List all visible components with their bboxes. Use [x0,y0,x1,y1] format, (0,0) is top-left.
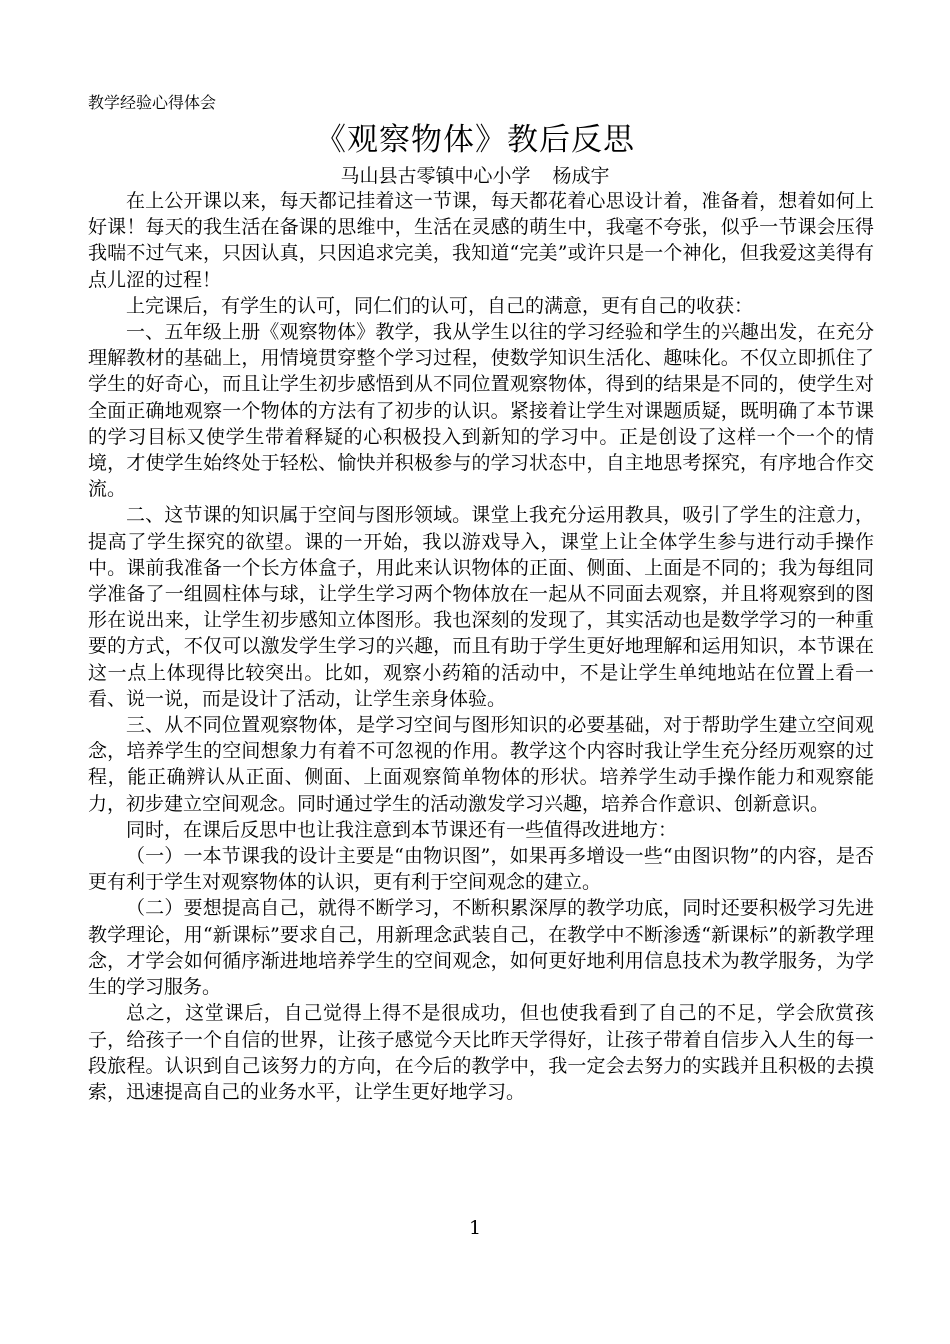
header-label: 教学经验心得体会 [88,93,217,112]
byline-school: 马山县古零镇中心小学 [340,165,531,187]
paragraph-improvements-intro: 同时，在课后反思中也让我注意到本节课还有一些值得改进地方： [126,818,678,841]
paragraph-improvement-two: （二）要想提高自己，就得不断学习，不断积累深厚的教学功底，同时还要积极学习先进教学理论，用“新课标”要求自己，用新理念武装自己，在教学中不断渗透“新课标”的新教学理念，才学会如何循序渐进地培养学生的空间观念，如何更好地利用信息技术为教学服务，为学生的学习服务。 [88,897,874,999]
paragraph-point-two: 二、这节课的知识属于空间与图形领域。课堂上我充分运用教具，吸引了学生的注意力，提高了学生探究的欲望。课的一开始，我以游戏导入，课堂上让全体学生参与进行动手操作中。课前我准备一个长方体盒子，用此来认识物体的正面、侧面、上面是不同的；我为每组同学准备了一组圆柱体与球，让学生学习两个物体放在一起从不同面去观察，并且将观察到的图形在说出来，让学生初步感知立体图形。我也深刻的发现了，其实活动也是数学学习的一种重要的方式，不仅可以激发学生学习的兴趣，而且有助于学生更好地理解和运用知识，本节课在这一点上体现得比较突出。比如，观察小药箱的活动中，不是让学生单纯地站在位置上看一看、说一说，而是设计了活动，让学生亲身体验。 [88,504,874,710]
paragraph-point-one: 一、五年级上册《观察物体》教学，我从学生以往的学习经验和学生的兴趣出发，在充分理解教材的基础上，用情境贯穿整个学习过程，使数学知识生活化、趣味化。不仅立即抓住了学生的好奇心，而且让学生初步感悟到从不同位置观察物体，得到的结果是不同的，使学生对全面正确地观察一个物体的方法有了初步的认识。紧接着让学生对课题质疑，既明确了本节课的学习目标又使学生带着释疑的心积极投入到新知的学习中。正是创设了这样一个一个的情境，才使学生始终处于轻松、愉快并积极参与的学习状态中，自主地思考探究，有序地合作交流。 [88,321,874,501]
paragraph-intro: 在上公开课以来，每天都记挂着这一节课，每天都花着心思设计着，准备着，想着如何上好课！每天的我生活在备课的思维中，生活在灵感的萌生中，我毫不夸张，似乎一节课会压得我喘不过气来，只因认真，只因追求完美，我知道“完美”或许只是一个神化，但我爱这美得有点儿涩的过程！ [88,190,874,291]
paragraph-after-class: 上完课后，有学生的认可，同仁们的认可，自己的满意，更有自己的收获： [126,294,754,317]
paragraph-improvement-one: （一）一本节课我的设计主要是“由物识图”，如果再多增设一些“由图识物”的内容，是否更有利于学生对观察物体的认识，更有利于空间观念的建立。 [88,845,874,894]
byline [0,163,950,189]
body-text [88,188,874,1105]
byline-author: 杨成宇 [552,165,610,187]
paragraph-conclusion: 总之，这堂课后，自己觉得上得不是很成功，但也使我看到了自己的不足，学会欣赏孩子，给孩子一个自信的世界，让孩子感觉今天比昨天学得好，让孩子带着自信步入人生的每一段旅程。认识到自己该努力的方向，在今后的教学中，我一定会去努力的实践并且积极的去摸索，迅速提高自己的业务水平，让学生更好地学习。 [88,1002,874,1103]
paragraph-point-three: 三、从不同位置观察物体，是学习空间与图形知识的必要基础，对于帮助学生建立空间观念，培养学生的空间想象力有着不可忽视的作用。教学这个内容时我让学生充分经历观察的过程，能正确辨认从正面、侧面、上面观察简单物体的形状。培养学生动手操作能力和观察能力，初步建立空间观念。同时通过学生的活动激发学习兴趣，培养合作意识、创新意识。 [88,714,874,815]
page-number: 1 [468,1217,482,1239]
document-title: 《观察物体》教后反思 [315,122,635,158]
